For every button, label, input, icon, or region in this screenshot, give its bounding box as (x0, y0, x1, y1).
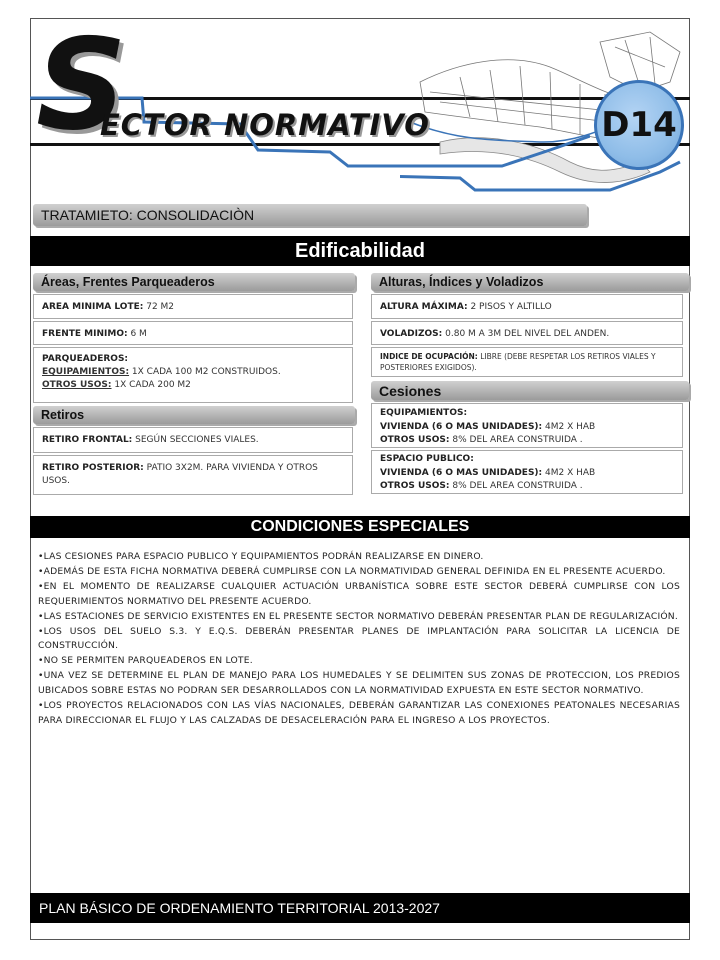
ces-equip-title: EQUIPAMIENTOS: (380, 408, 468, 418)
frente-minimo-box (33, 321, 353, 345)
indice-ocupacion-value: LIBRE (DEBE RESPETAR LOS RETIROS VIALES Y POSTERIORES EXIGIDOS). (380, 352, 656, 373)
ces-esp-viv-value: 4M2 X HAB (545, 467, 596, 478)
indice-ocupacion-label: INDICE DE OCUPACIÓN: (380, 352, 478, 361)
frente-minimo-label: FRENTE MINIMO: (42, 329, 128, 339)
page-title: ECTOR NORMATIVO (100, 108, 430, 142)
condicion-item: •LOS PROYECTOS RELACIONADOS CON LAS VÍAS NACIONALES, DEBERÁN GARANTIZAR LAS CONEXIONES PEATONALES NECESARIAS PARA DIRECCIONAR EL FLUJO Y LAS CALZADAS DE DESACELERACIÓN PARA EL INGRESO A LOS PROYECTOS. (38, 700, 680, 726)
frente-minimo-value: 6 M (130, 329, 147, 339)
tratamiento-bar: TRATAMIETO: CONSOLIDACIÒN (33, 204, 587, 226)
ces-esp-title: ESPACIO PUBLICO: (380, 454, 474, 464)
areas-heading: Áreas, Frentes Parqueaderos (33, 273, 355, 291)
parq-otros-value: 1X CADA 200 M2 (114, 380, 191, 391)
voladizos-value: 0.80 M A 3M DEL NIVEL DEL ANDEN. (445, 329, 610, 339)
parq-equip-value: 1X CADA 100 M2 CONSTRUIDOS. (131, 367, 281, 378)
ces-esp-viv-label: VIVIENDA (6 O MAS UNIDADES): (380, 467, 543, 478)
area-minima-box (33, 294, 353, 319)
retiro-posterior-label: RETIRO POSTERIOR: (42, 463, 144, 473)
sector-code-badge: D14 (594, 80, 684, 170)
area-minima-label: AREA MINIMA LOTE: (42, 302, 144, 312)
condicion-item: •LAS CESIONES PARA ESPACIO PUBLICO Y EQUIPAMIENTOS PODRÁN REALIZARSE EN DINERO. (38, 551, 484, 562)
retiros-heading: Retiros (33, 406, 355, 424)
ces-equip-viv-label: VIVIENDA (6 O MAS UNIDADES): (380, 421, 543, 432)
alturas-heading: Alturas, Índices y Voladizos (371, 273, 689, 291)
condicion-item: •LAS ESTACIONES DE SERVICIO EXISTENTES EN EL PRESENTE SECTOR NORMATIVO DEBERÁN PRESENTAR PLAN DE REGULARIZACIÓN. (38, 610, 678, 622)
title-big-letter: S (36, 11, 127, 158)
condiciones-list (38, 550, 680, 729)
cesiones-espacio-publico-box (371, 450, 683, 494)
voladizos-label: VOLADIZOS: (380, 329, 443, 339)
retiro-frontal-box (33, 427, 353, 453)
retiro-frontal-value: SEGÚN SECCIONES VIALES. (135, 435, 259, 445)
ces-equip-otros-label: OTROS USOS: (380, 435, 450, 445)
edificabilidad-heading: Edificabilidad (30, 236, 690, 266)
indice-ocupacion-box (371, 347, 683, 377)
condicion-item: •NO SE PERMITEN PARQUEADEROS EN LOTE. (38, 655, 253, 667)
parqueaderos-box (33, 347, 353, 403)
altura-maxima-label: ALTURA MÁXIMA: (380, 302, 468, 312)
condicion-item: •LOS USOS DEL SUELO S.3. Y E.Q.S. DEBERÁN PRESENTAR PLANES DE IMPLANTACIÓN PARA SOLICITAR LA LICENCIA DE CONSTRUCCIÓN. (38, 625, 680, 652)
condiciones-heading: CONDICIONES ESPECIALES (30, 516, 690, 538)
parq-equip-label: EQUIPAMIENTOS: (42, 367, 130, 378)
parqueaderos-label: PARQUEADEROS: (42, 354, 129, 364)
cesiones-equipamientos-box (371, 403, 683, 448)
retiro-frontal-label: RETIRO FRONTAL: (42, 435, 133, 445)
footer-plan-title: PLAN BÁSICO DE ORDENAMIENTO TERRITORIAL 2013-2027 (30, 893, 690, 923)
condicion-item: •EN EL MOMENTO DE REALIZARSE CUALQUIER ACTUACIÓN URBANÍSTICA SOBRE ESTE SECTOR DEBERÁ CUMPLIRSE CON LOS REQUERIMIENTOS NORMATIVO DEL PRESENTE ACUERDO. (38, 580, 680, 607)
cesiones-heading: Cesiones (371, 381, 689, 400)
area-minima-value: 72 M2 (146, 302, 175, 312)
ces-equip-otros-value: 8% DEL AREA CONSTRUIDA . (452, 435, 583, 445)
ces-esp-otros-label: OTROS USOS: (380, 481, 450, 491)
voladizos-box (371, 321, 683, 345)
retiro-posterior-box (33, 455, 353, 495)
parq-otros-label: OTROS USOS: (42, 380, 112, 391)
ces-esp-otros-value: 8% DEL AREA CONSTRUIDA . (452, 481, 583, 491)
ces-equip-viv-value: 4M2 X HAB (545, 421, 596, 432)
condicion-item: •UNA VEZ SE DETERMINE EL PLAN DE MANEJO PARA LOS HUMEDALES Y SE DELIMITEN SUS ZONAS DE PROTECCION, LOS PREDIOS UBICADOS SOBRE ESTAS NO PODRAN SER DESARROLLADOS CON LA NORMATIVIDAD EXPUESTA EN ESTE SECTOR NORMATIVO. (38, 670, 680, 697)
altura-maxima-box (371, 294, 683, 319)
altura-maxima-value: 2 PISOS Y ALTILLO (470, 302, 552, 312)
retiro-posterior-value: PATIO 3X2M. PARA VIVIENDA Y OTROS USOS. (42, 463, 318, 487)
condicion-item: •ADEMÁS DE ESTA FICHA NORMATIVA DEBERÁ CUMPLIRSE CON LA NORMATIVIDAD GENERAL DEFINIDA EN EL PRESENTE ACUERDO. (38, 565, 666, 577)
